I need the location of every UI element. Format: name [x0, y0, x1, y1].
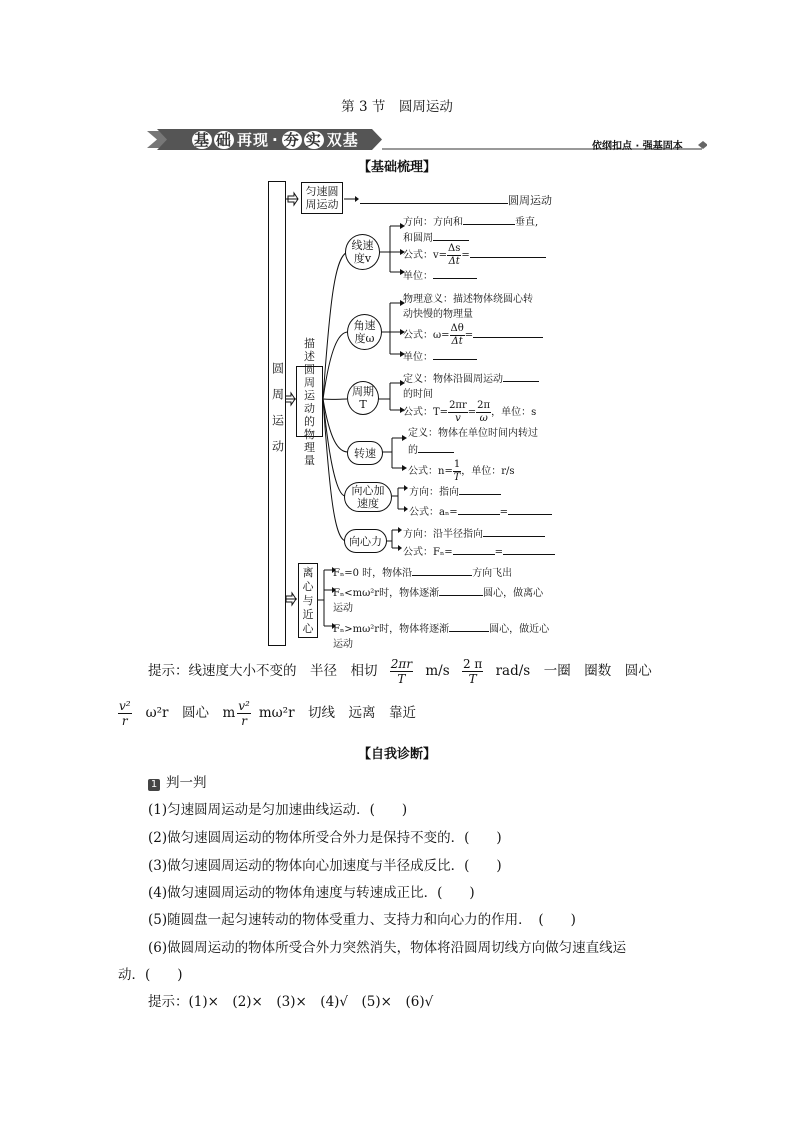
judge-heading: 1 判一判	[148, 771, 207, 791]
hint-answers-line1: 提示：线速度大小不变的 半径 相切 $\frac{2\pi r}{T}$ m/s $\frac{2 \pi}{T}$ rad/s 一圈 圈数 圆心	[148, 657, 652, 686]
centri-line2: Fₙ<mω²r时，物体逐渐 圆心，做离心	[333, 583, 543, 599]
period-definition-cont: 的时间	[403, 389, 433, 400]
judge-item-6-cont: 动．( )	[118, 967, 183, 983]
hint-answers-line2: $\frac{\text{v²}}{r}$ ω²r 圆心 m $\frac{\text{v²}}{r}$ mω²r 切线 远离 靠近	[119, 699, 417, 728]
centripetal-force-node: 向心力	[344, 529, 387, 553]
section-heading-basics: 【基础梳理】	[357, 160, 436, 175]
number-badge: 1	[148, 779, 160, 791]
judge-item-4: (4)做匀速圆周运动的物体角速度与转速成正比．( )	[148, 885, 475, 901]
force-formula: 公式：Fₙ= =	[403, 542, 555, 558]
angular-formula: 公式：ω= $\frac{\Delta\theta}{\Delta t}$ =	[403, 324, 543, 347]
judge-item-5: (5)随圆盘一起匀速转动的物体受重力、支持力和向心力的作用． ( )	[148, 912, 576, 928]
judge-item-6: (6)做圆周运动的物体所受合外力突然消失，物体将沿圆周切线方向做匀速直线运	[148, 940, 627, 956]
linear-unit: 单位：	[403, 266, 477, 282]
linear-direction-cont: 和圆周	[403, 228, 469, 244]
centri-line2-cont: 运动	[333, 603, 353, 614]
period-formula: 公式：T= $\frac{2\pi r}{v}$ = $\frac{2\pi}{\omega}$ ，单位：s	[403, 400, 537, 424]
describe-quantities-box: 描述圆周运动的物理量	[296, 366, 323, 437]
banner-left-text: 基 础 再现 · 夯 实 双基	[194, 131, 359, 149]
period-definition: 定义：物体沿圆周运动	[403, 369, 539, 385]
speed-definition: 定义：物体在单位时间内转过	[408, 428, 538, 439]
accel-formula: 公式：aₙ= =	[409, 502, 552, 518]
centripetal-acceleration-node: 向心加速度	[344, 482, 392, 512]
uniform-motion-box: 匀速圆周运动	[301, 182, 343, 214]
map-root-box: 圆周运动	[268, 181, 286, 646]
linear-formula: 公式：v= $\frac{\Delta s}{\Delta t}$ =	[403, 244, 546, 267]
page-title: 第 3 节 圆周运动	[341, 99, 453, 115]
centri-line3-cont: 运动	[333, 639, 353, 650]
speed-definition-cont: 的	[408, 440, 454, 456]
speed-formula: 公式：n= $\frac{1}{T}$ ，单位：r/s	[408, 459, 515, 483]
centri-line1: Fₙ=0 时，物体沿 方向飞出	[333, 563, 512, 579]
angular-velocity-node: 角速度ω	[347, 314, 382, 350]
linear-direction: 方向：方向和 垂直,	[403, 212, 538, 228]
banner-right-text: 依纲扣点 · 强基固本	[592, 141, 683, 152]
judge-item-3: (3)做匀速圆周运动的物体向心加速度与半径成反比．( )	[148, 858, 502, 874]
angular-meaning: 物理意义：描述物体绕圆心转	[403, 294, 533, 305]
rotation-speed-node: 转速	[347, 441, 383, 465]
linear-velocity-node: 线速度v	[345, 234, 380, 270]
period-node: 周期T	[347, 381, 379, 415]
centrifugal-box: 离心与近心	[298, 563, 318, 638]
accel-direction: 方向：指向	[409, 482, 501, 498]
force-direction: 方向：沿半径指向	[403, 524, 545, 540]
judge-item-1: (1)匀速圆周运动是匀加速曲线运动．( )	[148, 802, 408, 818]
angular-unit: 单位：	[403, 347, 477, 363]
uniform-motion-line: 圆周运动	[360, 191, 552, 208]
section-heading-diagnosis: 【自我诊断】	[357, 747, 436, 762]
centri-line3: Fₙ>mω²r时，物体将逐渐 圆心，做近心	[333, 619, 549, 635]
angular-meaning-cont: 动快慢的物理量	[403, 309, 473, 320]
judge-item-2: (2)做匀速圆周运动的物体所受合外力是保持不变的．( )	[148, 830, 502, 846]
judge-answers: 提示：(1)× (2)× (3)× (4)√ (5)× (6)√	[148, 994, 434, 1010]
